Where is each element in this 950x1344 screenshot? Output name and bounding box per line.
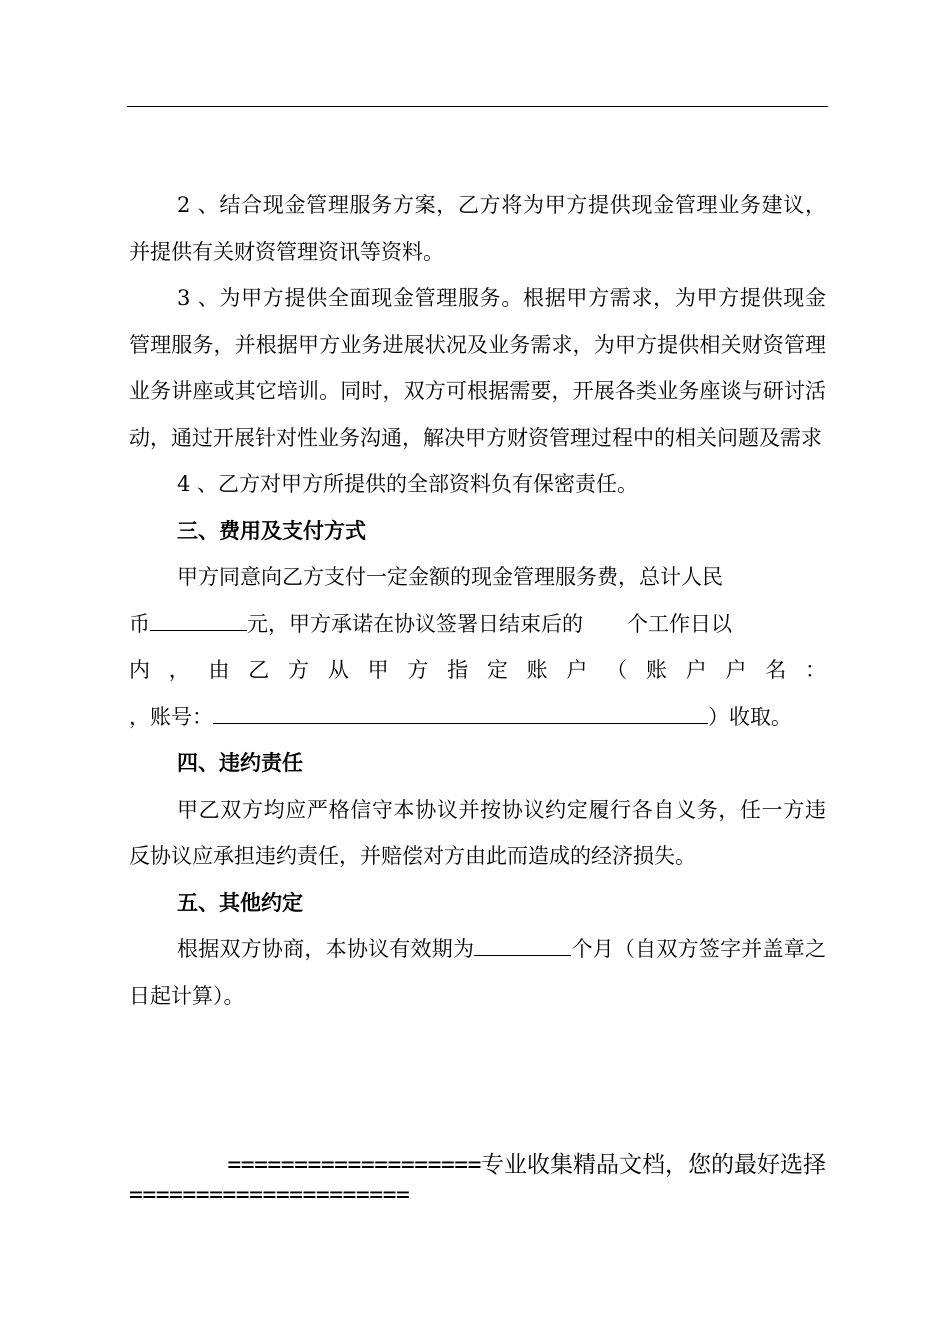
- section-heading-fees: 三、费用及支付方式: [177, 517, 366, 543]
- footer-slogan: 专业收集精品文档，您的最好选择: [481, 1152, 826, 1178]
- fees-promise-text: 元，甲方承诺在协议签署日结束后的: [247, 611, 583, 636]
- clause-item-4: 4 、乙方对甲方所提供的全部资料负有保密责任。: [177, 472, 639, 496]
- validity-text: 根据双方协商，本协议有效期为: [177, 937, 475, 961]
- clause-item-3: 3 、为甲方提供全面现金管理服务。根据甲方需求，为甲方提供现金管理服务，并根据甲方业务进展状况及业务需求，为甲方提供相关财资管理业务讲座或其它培训。同时，双方可根据需要，开展各类业务座谈与研讨活动，通过开展针对性业务沟通，解决甲方财资管理过程中的相关问题及需求: [129, 286, 826, 450]
- document-body: [129, 182, 826, 1019]
- fees-days-text: 个工作日以: [627, 611, 732, 636]
- collection-text: ）收取。: [708, 704, 792, 729]
- header-rule: [127, 106, 828, 107]
- fees-currency-label: 币: [129, 611, 150, 636]
- fees-line-4: [129, 694, 826, 741]
- fees-line-1: 甲方同意向乙方支付一定金额的现金管理服务费，总计人民: [177, 565, 723, 589]
- other-body: [129, 926, 826, 1019]
- months-blank: [474, 935, 571, 956]
- breach-body: 甲乙双方均应严格信守本协议并按协议约定履行各自义务，任一方违反协议应承担违约责任，并赔偿对方由此而造成的经济损失。: [129, 797, 826, 868]
- fees-line-3: 内，由乙方从甲方指定账户（账户户名：: [129, 658, 826, 682]
- days-blank: [583, 611, 627, 631]
- clause-item-2: 2 、结合现金管理服务方案，乙方将为甲方提供现金管理业务建议，并提供有关财资管理资讯等资料。: [129, 193, 826, 264]
- account-number-blank: [213, 703, 708, 724]
- amount-blank: [150, 610, 247, 631]
- footer-equals-right: =====================: [129, 1182, 410, 1208]
- fees-line-2: [129, 601, 826, 648]
- validity-months-text: 个月（自双方签字并盖章之日起计算）。: [129, 937, 827, 1008]
- section-heading-breach: 四、违约责任: [177, 750, 303, 775]
- footer-banner: [129, 1150, 826, 1210]
- footer-equals-left: ===================: [227, 1152, 481, 1178]
- account-number-label: ，账号：: [129, 704, 213, 729]
- footer-line-1: [129, 1150, 826, 1180]
- section-heading-other: 五、其他约定: [177, 889, 303, 915]
